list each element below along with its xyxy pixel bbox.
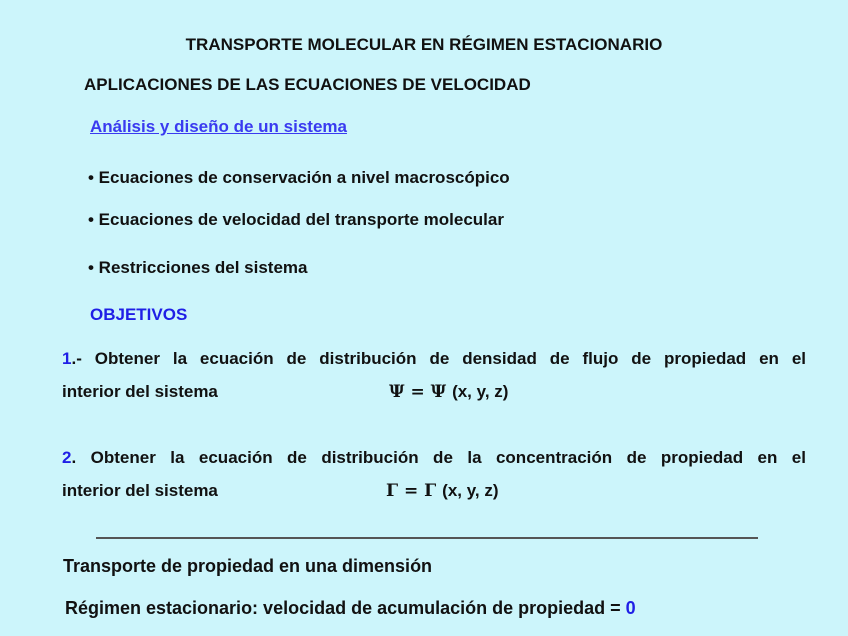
gamma-arguments: (x, y, z) <box>442 481 499 500</box>
objectives-heading: OBJETIVOS <box>90 305 188 324</box>
section-divider <box>96 537 758 539</box>
bullet-system-restrictions: • Restricciones del sistema <box>88 258 308 277</box>
objective-2-line-1 <box>62 448 806 468</box>
objective-2-text: . Obtener la ecuación de distribución de la concentración de propiedad en el <box>71 448 806 467</box>
objective-2-formula <box>386 481 499 501</box>
objective-1-text: .- Obtener la ecuación de distribución de densidad de flujo de propiedad en el <box>71 349 806 368</box>
gamma-equation: Γ = Γ <box>386 481 437 501</box>
bullet-velocity-equations: • Ecuaciones de velocidad del transporte molecular <box>88 210 504 229</box>
objective-1-line-2: interior del sistema <box>62 382 218 401</box>
objective-1-formula <box>389 382 508 402</box>
page-subtitle: APLICACIONES DE LAS ECUACIONES DE VELOCIDAD <box>84 75 531 94</box>
objective-1-number: 1 <box>62 349 72 368</box>
psi-arguments: (x, y, z) <box>452 382 509 401</box>
psi-equation: Ψ = Ψ <box>389 382 447 402</box>
bullet-conservation-equations: • Ecuaciones de conservación a nivel macroscópico <box>88 168 510 187</box>
analysis-design-link[interactable]: Análisis y diseño de un sistema <box>90 117 347 136</box>
one-dimension-heading: Transporte de propiedad en una dimensión <box>63 556 433 576</box>
steady-state-statement <box>65 598 636 619</box>
page-title: TRANSPORTE MOLECULAR EN RÉGIMEN ESTACIONARIO <box>185 35 663 54</box>
steady-state-value: 0 <box>625 598 636 618</box>
objective-2-line-2: interior del sistema <box>62 481 218 500</box>
objective-1-line-1 <box>62 349 806 369</box>
objective-2-number: 2 <box>62 448 72 467</box>
steady-state-text: Régimen estacionario: velocidad de acumulación de propiedad = <box>65 598 626 618</box>
